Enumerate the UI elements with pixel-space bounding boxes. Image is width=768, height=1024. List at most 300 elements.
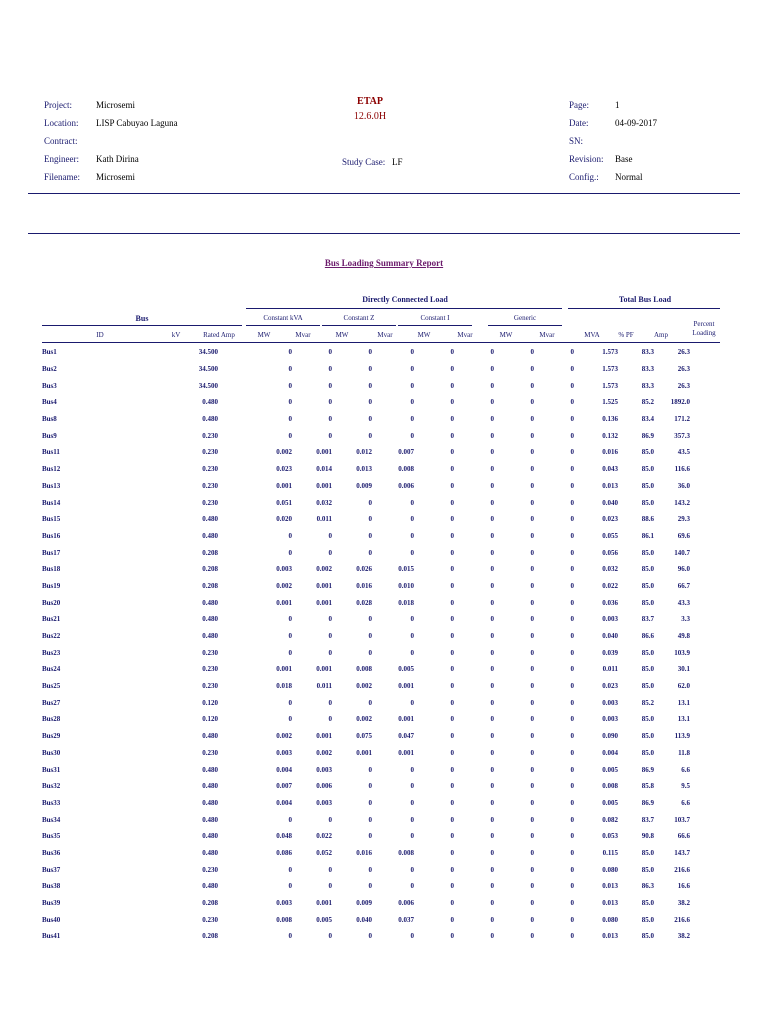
value-cell: 0 — [410, 798, 414, 807]
table-row — [42, 344, 726, 361]
header-label: Revision: — [569, 154, 604, 164]
bus-id-cell: Bus38 — [42, 882, 61, 891]
value-cell: 83.3 — [641, 365, 654, 374]
value-cell: 0 — [450, 431, 454, 440]
value-cell: 0 — [288, 381, 292, 390]
value-cell: 0.022 — [316, 832, 332, 841]
value-cell: 0 — [450, 548, 454, 557]
value-cell: 0 — [410, 515, 414, 524]
value-cell: 171.2 — [674, 415, 690, 424]
value-cell: 0 — [490, 598, 494, 607]
value-cell — [690, 728, 726, 745]
value-cell: 85.0 — [641, 665, 654, 674]
mvar-header-1: Mvar — [295, 331, 311, 339]
value-cell: 0 — [530, 415, 534, 424]
value-cell: 216.6 — [674, 865, 690, 874]
value-cell — [690, 761, 726, 778]
value-cell: 0.040 — [602, 632, 618, 641]
value-cell — [218, 895, 262, 912]
value-cell — [218, 578, 262, 595]
header-label: Project: — [44, 100, 72, 110]
value-cell: 0.012 — [356, 448, 372, 457]
bus-id-cell: Bus35 — [42, 832, 61, 841]
bus-id-cell: Bus12 — [42, 465, 61, 474]
value-cell: 0.004 — [602, 748, 618, 757]
value-cell: 0 — [368, 498, 372, 507]
value-cell: 0 — [450, 531, 454, 540]
value-cell — [690, 377, 726, 394]
value-cell: 0 — [288, 431, 292, 440]
value-cell: 0 — [368, 865, 372, 874]
rated-amp-header: Rated Amp — [203, 331, 235, 339]
value-cell: 0.004 — [276, 798, 292, 807]
value-cell: 0.080 — [602, 915, 618, 924]
value-cell — [690, 494, 726, 511]
value-cell: 0 — [368, 782, 372, 791]
value-cell — [690, 911, 726, 928]
value-cell: 0 — [450, 732, 454, 741]
value-cell: 0.008 — [398, 848, 414, 857]
total-bus-load-rule — [568, 308, 720, 309]
value-cell — [690, 661, 726, 678]
value-cell: 85.0 — [641, 848, 654, 857]
value-cell: 0.230 — [202, 665, 218, 674]
value-cell: 0.014 — [316, 465, 332, 474]
value-cell: 0.230 — [202, 915, 218, 924]
value-cell: 0 — [570, 498, 574, 507]
header-value: LISP Cabuyao Laguna — [96, 118, 178, 128]
value-cell: 0 — [450, 765, 454, 774]
constant-z-header: Constant Z — [343, 314, 375, 322]
value-cell: 85.0 — [641, 732, 654, 741]
value-cell: 0.016 — [356, 848, 372, 857]
value-cell: 0.005 — [602, 798, 618, 807]
value-cell — [690, 544, 726, 561]
value-cell: 0 — [450, 682, 454, 691]
value-cell: 1.573 — [602, 365, 618, 374]
value-cell: 26.3 — [677, 348, 690, 357]
value-cell: 0 — [450, 565, 454, 574]
value-cell: 0 — [368, 398, 372, 407]
value-cell: 0 — [530, 365, 534, 374]
value-cell: 85.2 — [641, 398, 654, 407]
value-cell — [690, 644, 726, 661]
value-cell: 0.230 — [202, 465, 218, 474]
value-cell: 0 — [570, 848, 574, 857]
value-cell: 0 — [530, 848, 534, 857]
bus-id-cell: Bus14 — [42, 498, 61, 507]
value-cell: 0.480 — [202, 398, 218, 407]
value-cell: 86.6 — [641, 632, 654, 641]
value-cell — [690, 895, 726, 912]
value-cell: 0 — [530, 915, 534, 924]
value-cell: 0 — [570, 915, 574, 924]
value-cell: 0 — [328, 415, 332, 424]
value-cell: 0 — [570, 615, 574, 624]
value-cell: 0.008 — [276, 915, 292, 924]
value-cell: 0.230 — [202, 748, 218, 757]
bus-id-cell: Bus39 — [42, 899, 61, 908]
value-cell: 0 — [288, 531, 292, 540]
value-cell: 16.6 — [677, 882, 690, 891]
value-cell: 0 — [570, 565, 574, 574]
value-cell: 0.007 — [398, 448, 414, 457]
value-cell — [218, 678, 262, 695]
value-cell: 1.525 — [602, 398, 618, 407]
value-cell — [218, 394, 262, 411]
value-cell: 0 — [368, 832, 372, 841]
value-cell: 0 — [288, 615, 292, 624]
value-cell: 0.032 — [316, 498, 332, 507]
value-cell: 0 — [530, 748, 534, 757]
value-cell: 0 — [530, 581, 534, 590]
value-cell: 0 — [490, 782, 494, 791]
value-cell: 0 — [530, 682, 534, 691]
table-row — [42, 828, 726, 845]
value-cell: 0 — [490, 765, 494, 774]
bus-id-cell: Bus1 — [42, 348, 57, 357]
bus-id-cell: Bus11 — [42, 448, 60, 457]
value-cell: 6.6 — [681, 798, 690, 807]
value-cell — [690, 745, 726, 762]
value-cell: 0.013 — [602, 932, 618, 941]
mw-header-1: MW — [257, 331, 271, 339]
value-cell: 43.3 — [677, 598, 690, 607]
value-cell: 0.018 — [276, 682, 292, 691]
value-cell: 0 — [570, 548, 574, 557]
value-cell: 0 — [570, 481, 574, 490]
value-cell: 0 — [490, 798, 494, 807]
table-row — [42, 594, 726, 611]
value-cell — [690, 444, 726, 461]
value-cell: 0.001 — [316, 581, 332, 590]
table-row — [42, 928, 726, 945]
value-cell: 83.3 — [641, 348, 654, 357]
value-cell: 0 — [530, 715, 534, 724]
value-cell: 0 — [530, 865, 534, 874]
value-cell: 69.6 — [677, 531, 690, 540]
table-row — [42, 644, 726, 661]
value-cell — [218, 561, 262, 578]
value-cell: 0 — [410, 615, 414, 624]
value-cell: 0.080 — [602, 865, 618, 874]
bus-id-cell: Bus4 — [42, 398, 57, 407]
value-cell — [218, 728, 262, 745]
value-cell: 0 — [450, 398, 454, 407]
value-cell: 38.2 — [677, 899, 690, 908]
value-cell: 0 — [450, 481, 454, 490]
value-cell: 85.0 — [641, 748, 654, 757]
value-cell: 0.480 — [202, 515, 218, 524]
value-cell — [218, 811, 262, 828]
value-cell: 0 — [490, 498, 494, 507]
value-cell: 0.022 — [602, 581, 618, 590]
value-cell — [690, 427, 726, 444]
value-cell: 0 — [490, 431, 494, 440]
value-cell: 0.001 — [276, 665, 292, 674]
value-cell: 140.7 — [674, 548, 690, 557]
value-cell: 0 — [328, 882, 332, 891]
table-row — [42, 411, 726, 428]
value-cell — [218, 861, 262, 878]
value-cell: 0 — [570, 899, 574, 908]
value-cell: 0.001 — [316, 899, 332, 908]
value-cell — [690, 828, 726, 845]
bus-id-cell: Bus30 — [42, 748, 61, 757]
value-cell: 13.1 — [677, 698, 690, 707]
table-row — [42, 778, 726, 795]
value-cell: 0 — [530, 348, 534, 357]
value-cell — [218, 828, 262, 845]
value-cell: 0 — [450, 448, 454, 457]
header-label: Engineer: — [44, 154, 79, 164]
value-cell: 66.7 — [677, 581, 690, 590]
header-label: Page: — [569, 100, 589, 110]
value-cell: 0 — [410, 531, 414, 540]
value-cell: 0.003 — [316, 765, 332, 774]
value-cell: 0 — [570, 765, 574, 774]
value-cell: 0 — [368, 632, 372, 641]
value-cell: 0 — [450, 615, 454, 624]
bus-rule — [42, 325, 242, 326]
value-cell: 0.016 — [356, 581, 372, 590]
value-cell: 0.002 — [316, 565, 332, 574]
value-cell: 0.001 — [356, 748, 372, 757]
value-cell: 0.018 — [398, 598, 414, 607]
mva-header: MVA — [584, 331, 600, 339]
value-cell: 0 — [328, 398, 332, 407]
value-cell: 0 — [570, 732, 574, 741]
value-cell: 0.480 — [202, 815, 218, 824]
value-cell: 0.015 — [398, 565, 414, 574]
value-cell: 0.230 — [202, 481, 218, 490]
mvar-header-2: Mvar — [377, 331, 393, 339]
value-cell: 0.002 — [276, 448, 292, 457]
value-cell: 85.0 — [641, 648, 654, 657]
value-cell: 0 — [288, 365, 292, 374]
value-cell: 0.028 — [356, 598, 372, 607]
value-cell: 88.6 — [641, 515, 654, 524]
value-cell: 0.480 — [202, 732, 218, 741]
table-row — [42, 895, 726, 912]
value-cell: 0 — [570, 348, 574, 357]
value-cell — [218, 427, 262, 444]
value-cell: 1.573 — [602, 381, 618, 390]
table-row — [42, 861, 726, 878]
value-cell: 0 — [410, 415, 414, 424]
value-cell: 83.7 — [641, 815, 654, 824]
value-cell: 0.013 — [602, 899, 618, 908]
table-row — [42, 728, 726, 745]
column-header-rule — [42, 342, 720, 343]
value-cell: 0 — [490, 548, 494, 557]
value-cell: 0 — [490, 732, 494, 741]
table-row — [42, 711, 726, 728]
header-value: Microsemi — [96, 100, 135, 110]
value-cell: 0.005 — [602, 765, 618, 774]
value-cell: 0 — [490, 648, 494, 657]
value-cell: 0.075 — [356, 732, 372, 741]
value-cell: 0 — [570, 782, 574, 791]
value-cell: 0.023 — [276, 465, 292, 474]
value-cell: 0 — [328, 615, 332, 624]
value-cell: 143.7 — [674, 848, 690, 857]
value-cell: 85.0 — [641, 481, 654, 490]
value-cell: 0 — [450, 782, 454, 791]
value-cell: 0 — [570, 581, 574, 590]
value-cell: 0 — [490, 698, 494, 707]
value-cell: 26.3 — [677, 381, 690, 390]
value-cell: 0 — [410, 498, 414, 507]
value-cell: 0 — [530, 832, 534, 841]
value-cell: 0 — [530, 632, 534, 641]
bus-id-cell: Bus9 — [42, 431, 57, 440]
value-cell: 0 — [530, 798, 534, 807]
value-cell — [218, 661, 262, 678]
bus-id-cell: Bus17 — [42, 548, 61, 557]
value-cell — [690, 478, 726, 495]
header-rule-top — [28, 193, 740, 194]
value-cell: 0 — [288, 865, 292, 874]
value-cell: 1892.0 — [670, 398, 690, 407]
value-cell: 0 — [410, 865, 414, 874]
value-cell: 103.9 — [674, 648, 690, 657]
table-row — [42, 845, 726, 862]
value-cell: 0 — [570, 515, 574, 524]
header-label: Filename: — [44, 172, 80, 182]
constant-i-header: Constant I — [420, 314, 450, 322]
value-cell: 0 — [490, 465, 494, 474]
value-cell — [690, 411, 726, 428]
table-row — [42, 878, 726, 895]
value-cell: 0 — [288, 415, 292, 424]
value-cell: 0 — [490, 932, 494, 941]
value-cell: 0.010 — [398, 581, 414, 590]
bus-id-cell: Bus41 — [42, 932, 61, 941]
value-cell: 0 — [450, 899, 454, 908]
value-cell: 90.8 — [641, 832, 654, 841]
value-cell: 0.480 — [202, 531, 218, 540]
value-cell: 1.573 — [602, 348, 618, 357]
value-cell: 0 — [530, 515, 534, 524]
value-cell: 0.006 — [398, 481, 414, 490]
value-cell: 0.480 — [202, 415, 218, 424]
mw-header-2: MW — [335, 331, 349, 339]
value-cell: 0 — [328, 348, 332, 357]
bus-id-cell: Bus3 — [42, 381, 57, 390]
constant-kva-header: Constant kVA — [263, 314, 303, 322]
value-cell: 0 — [530, 398, 534, 407]
value-cell: 0 — [410, 398, 414, 407]
value-cell: 0.132 — [602, 431, 618, 440]
value-cell — [690, 594, 726, 611]
header-label: Contract: — [44, 136, 78, 146]
value-cell: 0 — [328, 865, 332, 874]
value-cell: 0 — [450, 932, 454, 941]
value-cell — [690, 528, 726, 545]
value-cell: 0 — [288, 882, 292, 891]
value-cell: 0 — [368, 765, 372, 774]
value-cell: 0 — [570, 465, 574, 474]
value-cell: 0 — [450, 348, 454, 357]
value-cell: 0.013 — [602, 481, 618, 490]
value-cell — [690, 694, 726, 711]
value-cell: 0.230 — [202, 431, 218, 440]
table-row — [42, 528, 726, 545]
value-cell — [218, 611, 262, 628]
bus-id-cell: Bus22 — [42, 632, 61, 641]
value-cell: 0.037 — [398, 915, 414, 924]
mvar-header-3: Mvar — [457, 331, 473, 339]
value-cell — [218, 795, 262, 812]
value-cell: 0 — [490, 415, 494, 424]
bus-id-cell: Bus37 — [42, 865, 61, 874]
header-value: Microsemi — [96, 172, 135, 182]
header-value: Kath Dirina — [96, 154, 139, 164]
value-cell: 0.001 — [316, 481, 332, 490]
value-cell — [218, 461, 262, 478]
table-row — [42, 795, 726, 812]
value-cell: 0.003 — [316, 798, 332, 807]
table-row — [42, 678, 726, 695]
value-cell: 0 — [530, 481, 534, 490]
value-cell: 0.003 — [276, 748, 292, 757]
value-cell: 0 — [328, 381, 332, 390]
value-cell: 0 — [570, 648, 574, 657]
table-row — [42, 578, 726, 595]
value-cell: 0 — [570, 448, 574, 457]
value-cell: 26.3 — [677, 365, 690, 374]
table-row — [42, 461, 726, 478]
table-row — [42, 361, 726, 378]
value-cell: 0 — [328, 365, 332, 374]
value-cell: 0 — [530, 782, 534, 791]
header-value: 04-09-2017 — [615, 118, 657, 128]
value-cell: 0 — [530, 732, 534, 741]
value-cell: 29.3 — [677, 515, 690, 524]
value-cell: 0 — [530, 531, 534, 540]
amp-header: Amp — [654, 331, 668, 339]
value-cell: 0.003 — [602, 615, 618, 624]
value-cell: 0.120 — [202, 715, 218, 724]
value-cell: 0 — [410, 882, 414, 891]
value-cell: 0 — [570, 882, 574, 891]
value-cell: 83.3 — [641, 381, 654, 390]
value-cell: 0.230 — [202, 648, 218, 657]
value-cell: 85.0 — [641, 465, 654, 474]
table-row — [42, 544, 726, 561]
value-cell — [218, 644, 262, 661]
value-cell: 0.230 — [202, 498, 218, 507]
value-cell: 0 — [450, 798, 454, 807]
value-cell — [690, 361, 726, 378]
value-cell: 13.1 — [677, 715, 690, 724]
table-row — [42, 761, 726, 778]
value-cell: 0 — [410, 365, 414, 374]
value-cell: 0 — [490, 832, 494, 841]
value-cell: 0.013 — [602, 882, 618, 891]
value-cell: 0 — [288, 715, 292, 724]
value-cell: 83.7 — [641, 615, 654, 624]
value-cell: 38.2 — [677, 932, 690, 941]
table-row — [42, 661, 726, 678]
value-cell: 0.136 — [602, 415, 618, 424]
value-cell: 49.8 — [677, 632, 690, 641]
value-cell: 0.026 — [356, 565, 372, 574]
value-cell: 0.051 — [276, 498, 292, 507]
generic-rule — [488, 325, 562, 326]
value-cell: 0.086 — [276, 848, 292, 857]
